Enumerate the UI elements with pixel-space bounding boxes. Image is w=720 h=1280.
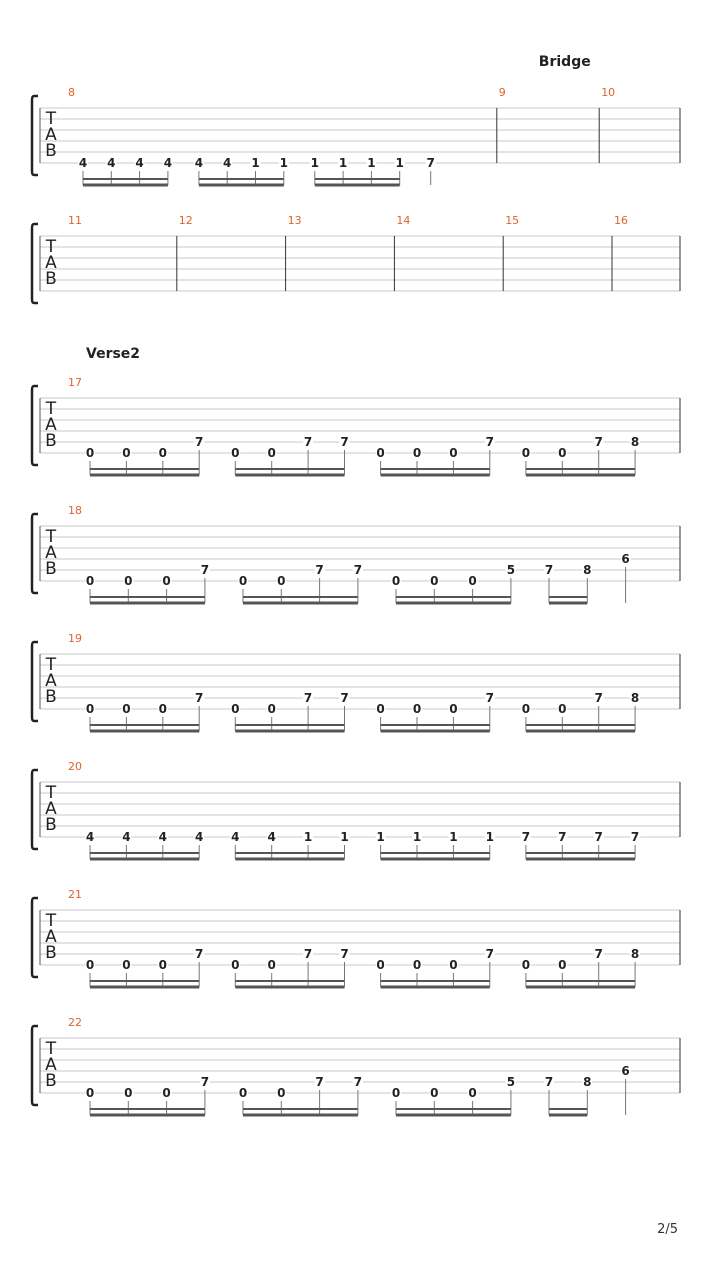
fret-number: 0: [122, 702, 131, 716]
fret-number: 0: [277, 574, 286, 588]
measure-number: 20: [68, 760, 82, 773]
fret-number: 1: [449, 830, 458, 844]
page-number: 2/5: [657, 1222, 678, 1237]
fret-number: 4: [78, 156, 88, 170]
beam-primary: [381, 474, 490, 477]
measure-number: 13: [287, 214, 302, 227]
tab-clef-letter: A: [45, 927, 57, 947]
beam-primary: [235, 986, 344, 989]
fret-number: 6: [621, 1064, 630, 1078]
beam-primary: [381, 858, 490, 861]
beam-secondary: [90, 852, 199, 854]
fret-number: 0: [468, 1086, 477, 1100]
fret-number: 4: [122, 830, 131, 844]
measure-number: 21: [68, 888, 82, 901]
fret-number: 0: [231, 958, 240, 972]
beam-secondary: [243, 596, 358, 598]
fret-number: 0: [231, 702, 240, 716]
beam-primary: [526, 730, 635, 733]
fret-number: 1: [412, 830, 422, 844]
fret-number: 4: [158, 830, 167, 844]
fret-number: 0: [391, 1086, 401, 1100]
fret-number: 0: [376, 446, 385, 460]
fret-number: 1: [376, 830, 385, 844]
tab-clef-letter: A: [45, 415, 57, 435]
tab-clef-letter: A: [45, 125, 57, 145]
fret-number: 0: [376, 958, 385, 972]
system-bracket: [32, 1026, 38, 1105]
measure-number: 11: [68, 214, 82, 227]
fret-number: 0: [412, 958, 422, 972]
beam-secondary: [396, 596, 511, 598]
fret-number: 7: [303, 691, 313, 705]
fret-number: 5: [506, 563, 516, 577]
fret-number: 7: [426, 156, 435, 170]
beam-primary: [549, 602, 587, 605]
beam-secondary: [549, 596, 587, 598]
fret-number: 7: [315, 563, 324, 577]
tab-clef-letter: T: [45, 783, 57, 803]
fret-number: 7: [630, 830, 640, 844]
fret-number: 0: [468, 574, 477, 588]
fret-number: 0: [122, 958, 131, 972]
tab-clef-letter: B: [45, 815, 57, 835]
beam-secondary: [381, 852, 490, 854]
fret-number: 0: [238, 574, 248, 588]
fret-number: 0: [158, 702, 167, 716]
beam-primary: [243, 602, 358, 605]
fret-number: 0: [162, 574, 171, 588]
fret-number: 0: [124, 1086, 133, 1100]
fret-number: 5: [506, 1075, 516, 1089]
beam-primary: [315, 184, 400, 187]
fret-number: 0: [85, 574, 95, 588]
tab-clef-letter: B: [45, 1071, 57, 1091]
fret-number: 7: [303, 947, 313, 961]
fret-number: 7: [558, 830, 567, 844]
fret-number: 7: [315, 1075, 324, 1089]
beam-secondary: [526, 468, 635, 470]
fret-number: 7: [544, 563, 554, 577]
system-bracket: [32, 386, 38, 465]
fret-number: 0: [162, 1086, 171, 1100]
tab-clef-letter: A: [45, 543, 57, 563]
fret-number: 0: [238, 1086, 248, 1100]
fret-number: 0: [85, 1086, 95, 1100]
system-bracket: [32, 898, 38, 977]
fret-number: 4: [194, 156, 204, 170]
beam-secondary: [90, 724, 199, 726]
fret-number: 7: [485, 691, 494, 705]
beam-primary: [381, 986, 490, 989]
fret-number: 0: [85, 702, 95, 716]
fret-number: 1: [310, 156, 319, 170]
beam-secondary: [90, 980, 199, 982]
fret-number: 7: [485, 435, 494, 449]
system-bracket: [32, 96, 38, 175]
fret-number: 0: [158, 446, 167, 460]
beam-primary: [90, 474, 199, 477]
fret-number: 0: [277, 1086, 286, 1100]
tab-clef-letter: A: [45, 799, 57, 819]
fret-number: 7: [521, 830, 531, 844]
tab-clef-letter: T: [45, 527, 57, 547]
system-bracket: [32, 642, 38, 721]
tab-clef-letter: A: [45, 1055, 57, 1075]
tab-clef-letter: B: [45, 269, 57, 289]
fret-number: 8: [583, 563, 592, 577]
fret-number: 0: [430, 574, 439, 588]
fret-number: 4: [195, 830, 204, 844]
beam-primary: [526, 986, 635, 989]
fret-number: 0: [124, 574, 133, 588]
fret-number: 7: [340, 691, 349, 705]
fret-number: 4: [135, 156, 144, 170]
measure-number: 12: [178, 214, 193, 227]
fret-number: 4: [163, 156, 173, 170]
fret-number: 8: [630, 947, 640, 961]
fret-number: 4: [223, 156, 232, 170]
fret-number: 0: [449, 958, 458, 972]
fret-number: 0: [521, 702, 531, 716]
beam-secondary: [90, 468, 199, 470]
fret-number: 7: [195, 435, 204, 449]
fret-number: 0: [85, 446, 95, 460]
fret-number: 0: [391, 574, 401, 588]
fret-number: 0: [558, 958, 567, 972]
fret-number: 0: [412, 702, 422, 716]
fret-number: 7: [200, 1075, 210, 1089]
beam-secondary: [315, 178, 400, 180]
fret-number: 1: [279, 156, 288, 170]
system-bracket: [32, 224, 38, 303]
fret-number: 1: [303, 830, 313, 844]
fret-number: 0: [267, 702, 276, 716]
beam-secondary: [199, 178, 284, 180]
measure-number: 14: [396, 214, 411, 227]
beam-primary: [526, 474, 635, 477]
fret-number: 7: [594, 435, 603, 449]
tab-clef-letter: T: [45, 1039, 57, 1059]
beam-secondary: [83, 178, 168, 180]
beam-primary: [235, 730, 344, 733]
fret-number: 6: [621, 552, 630, 566]
fret-number: 8: [630, 435, 640, 449]
system-bracket: [32, 770, 38, 849]
fret-number: 0: [558, 702, 567, 716]
fret-number: 7: [340, 947, 349, 961]
beam-primary: [381, 730, 490, 733]
beam-primary: [90, 602, 205, 605]
fret-number: 1: [251, 156, 260, 170]
fret-number: 0: [158, 958, 167, 972]
section-label: Bridge: [538, 54, 591, 70]
fret-number: 1: [338, 156, 348, 170]
fret-number: 7: [594, 830, 603, 844]
fret-number: 0: [412, 446, 422, 460]
beam-secondary: [235, 468, 344, 470]
beam-secondary: [90, 1108, 205, 1110]
measure-number: 8: [68, 86, 75, 99]
fret-number: 4: [107, 156, 116, 170]
fret-number: 4: [267, 830, 276, 844]
fret-number: 1: [340, 830, 349, 844]
beam-primary: [199, 184, 284, 187]
beam-primary: [235, 858, 344, 861]
beam-secondary: [90, 596, 205, 598]
fret-number: 7: [594, 691, 603, 705]
tab-clef-letter: T: [45, 399, 57, 419]
fret-number: 0: [376, 702, 385, 716]
beam-primary: [396, 602, 511, 605]
beam-secondary: [381, 468, 490, 470]
fret-number: 0: [267, 958, 276, 972]
fret-number: 0: [430, 1086, 439, 1100]
beam-primary: [243, 1114, 358, 1117]
fret-number: 8: [630, 691, 640, 705]
beam-primary: [90, 730, 199, 733]
tab-clef-letter: A: [45, 253, 57, 273]
fret-number: 0: [449, 446, 458, 460]
beam-primary: [90, 986, 199, 989]
tab-clef-letter: B: [45, 141, 57, 161]
tab-clef-letter: T: [45, 911, 57, 931]
tab-clef-letter: B: [45, 431, 57, 451]
fret-number: 0: [521, 446, 531, 460]
fret-number: 0: [122, 446, 131, 460]
tab-clef-letter: T: [45, 109, 57, 129]
fret-number: 7: [485, 947, 494, 961]
fret-number: 7: [303, 435, 313, 449]
tab-clef-letter: T: [45, 655, 57, 675]
tab-clef-letter: B: [45, 687, 57, 707]
fret-number: 0: [267, 446, 276, 460]
beam-secondary: [235, 724, 344, 726]
measure-number: 22: [68, 1016, 82, 1029]
beam-primary: [83, 184, 168, 187]
fret-number: 7: [340, 435, 349, 449]
fret-number: 7: [195, 947, 204, 961]
fret-number: 7: [353, 563, 363, 577]
fret-number: 7: [200, 563, 210, 577]
section-label: Verse2: [86, 346, 141, 362]
fret-number: 7: [594, 947, 603, 961]
tab-clef-letter: T: [45, 237, 57, 257]
beam-secondary: [526, 852, 635, 854]
fret-number: 0: [521, 958, 531, 972]
beam-secondary: [381, 980, 490, 982]
beam-secondary: [235, 980, 344, 982]
beam-secondary: [549, 1108, 587, 1110]
fret-number: 8: [583, 1075, 592, 1089]
measure-number: 9: [498, 86, 506, 99]
fret-number: 0: [231, 446, 240, 460]
beam-secondary: [235, 852, 344, 854]
fret-number: 0: [85, 958, 95, 972]
beam-primary: [235, 474, 344, 477]
measure-number: 10: [601, 86, 616, 99]
measure-number: 16: [614, 214, 628, 227]
beam-secondary: [381, 724, 490, 726]
fret-number: 4: [231, 830, 240, 844]
fret-number: 4: [85, 830, 95, 844]
measure-number: 15: [505, 214, 520, 227]
beam-secondary: [526, 724, 635, 726]
beam-secondary: [243, 1108, 358, 1110]
fret-number: 1: [367, 156, 376, 170]
fret-number: 1: [395, 156, 404, 170]
fret-number: 7: [353, 1075, 363, 1089]
fret-number: 1: [485, 830, 494, 844]
fret-number: 0: [558, 446, 567, 460]
system-bracket: [32, 514, 38, 593]
beam-primary: [90, 1114, 205, 1117]
tab-clef-letter: A: [45, 671, 57, 691]
tab-clef-letter: B: [45, 559, 57, 579]
fret-number: 0: [449, 702, 458, 716]
beam-primary: [526, 858, 635, 861]
fret-number: 7: [195, 691, 204, 705]
beam-primary: [90, 858, 199, 861]
fret-number: 7: [544, 1075, 554, 1089]
beam-secondary: [526, 980, 635, 982]
measure-number: 17: [68, 376, 82, 389]
measure-number: 18: [68, 504, 82, 517]
beam-primary: [396, 1114, 511, 1117]
measure-number: 19: [68, 632, 82, 645]
beam-secondary: [396, 1108, 511, 1110]
beam-primary: [549, 1114, 587, 1117]
tab-clef-letter: B: [45, 943, 57, 963]
